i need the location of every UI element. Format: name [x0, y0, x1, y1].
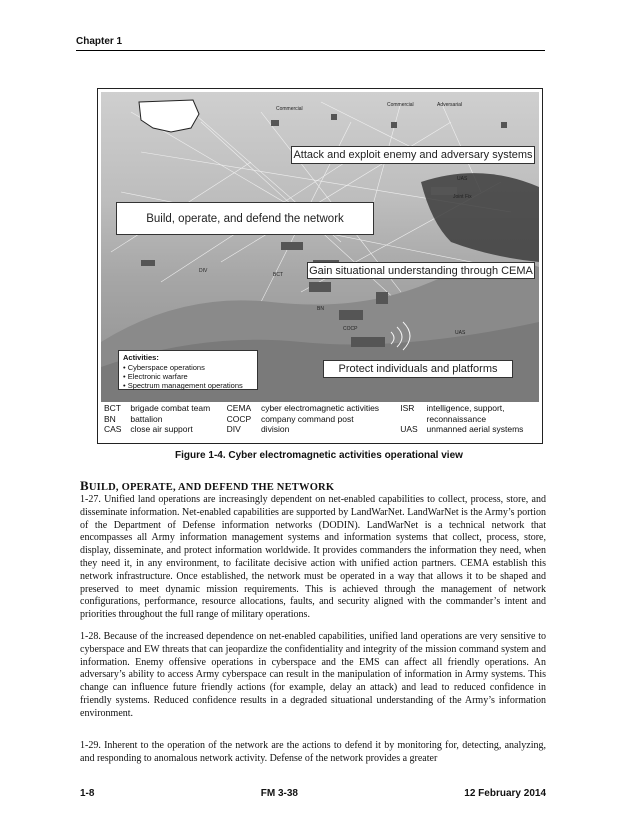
legend-row: [101, 424, 539, 435]
chapter-header: Chapter 1: [76, 36, 545, 51]
callout-build: Build, operate, and defend the network: [116, 202, 374, 235]
legend-def: unmanned aerial systems: [426, 424, 524, 434]
callout-attack: Attack and exploit enemy and adversary systems: [291, 146, 535, 164]
paragraph-1-28: 1-28. Because of the increased dependence on net-enabled capabilities, unified land operations are very sensitive to cyberspace and EW threats that can jeopardize the confidentiality and integrity of the mission command system and information. Enemy offensive operations in cyberspace and the EMS can affect all friendly operations. An adversary’s ability to access Army cyberspace can result in the manipulation of information in Army systems. This change can influence future friendly actions (for example, delay an attack) and lead to reduced confidence in friendly systems. Reduced confidence results in a degraded situational understanding of the Army’s information environment.: [80, 631, 546, 719]
figure-1-4: [97, 88, 543, 444]
section-heading-initial: B: [80, 478, 89, 493]
label-uas-top: UAS: [457, 176, 468, 182]
callout-gain: Gain situational understanding through CEMA: [307, 262, 535, 279]
section-heading: [80, 478, 334, 494]
legend-abbr: DIV: [226, 424, 241, 434]
label-bn: BN: [317, 306, 324, 312]
legend-abbr: CAS: [104, 424, 122, 434]
legend-abbr: COCP: [226, 413, 252, 424]
label-commercial-right: Commercial: [387, 102, 414, 108]
activities-box: [118, 350, 258, 390]
callout-protect: Protect individuals and platforms: [323, 360, 513, 378]
label-commercial-left: Commercial: [276, 106, 303, 112]
legend-def: battalion: [130, 413, 163, 424]
page-number: 1-8: [80, 788, 95, 799]
figure-legend: [101, 403, 539, 435]
label-uas-bottom: UAS: [455, 330, 466, 336]
manual-id: FM 3-38: [260, 788, 298, 799]
legend-def: cyber electromagnetic activities: [260, 403, 380, 413]
activity-item: • Spectrum management operations: [123, 381, 243, 390]
legend-def: brigade combat team: [130, 403, 211, 413]
label-joint: Joint Fix: [453, 194, 472, 200]
activity-item: • Cyberspace operations: [123, 363, 205, 372]
legend-def: close air support: [130, 424, 193, 434]
legend-abbr: BCT: [104, 403, 121, 413]
legend-abbr: [397, 414, 423, 425]
legend-def: reconnaissance: [426, 413, 487, 424]
label-div: DIV: [199, 268, 208, 274]
label-bct: BCT: [273, 272, 283, 278]
legend-abbr: CEMA: [226, 403, 252, 413]
paragraph-1-29: 1-29. Inherent to the operation of the network are the actions to defend it by monitoring for, detecting, analyzing, and responding to anomalous network activity. Defense of the network provides a greater: [80, 740, 546, 764]
legend-def: intelligence, support,: [426, 403, 505, 413]
page-footer: [80, 788, 546, 799]
legend-row: [101, 403, 539, 414]
paragraph-1-27: 1-27. Unified land operations are increasingly dependent on net-enabled capabilities to collect, process, store, and disseminate information. Net-enabled capabilities are supported by LandWarNet. LandWarNet is the Army’s portion of the Department of Defense information networks (DODIN). LandWarNet is a technical network that encompasses all Army information management systems and information systems that collect, process, store, display, disseminate, and protect information worldwide. It provides commanders the information they need, when they need it, in any environment, to facilitate decisive action with unified action partners. CEMA establish this network infrastructure. Once established, the network must be operated in a way that allows it to be shaped and preserved to meet dynamic mission requirements. This is achieved through the management of network configurations, performance, resource allocations, faults, and security aligned with the commander’s intent and priorities throughout the full range of military operations.: [80, 494, 546, 621]
legend-def: company command post: [260, 413, 354, 424]
label-adversarial: Adversarial: [437, 102, 463, 108]
figure-caption: Figure 1-4. Cyber electromagnetic activities operational view: [175, 450, 463, 461]
operational-view-illustration: [101, 92, 539, 402]
section-heading-rest: UILD, OPERATE, AND DEFEND THE NETWORK: [88, 482, 335, 493]
activity-item: • Electronic warfare: [123, 372, 188, 381]
legend-def: division: [260, 424, 290, 434]
legend-abbr: BN: [104, 413, 116, 424]
publication-date: 12 February 2014: [464, 788, 546, 799]
legend-abbr: ISR: [400, 403, 415, 413]
legend-abbr: UAS: [400, 424, 418, 434]
legend-row: [101, 414, 539, 425]
label-cocp: COCP: [343, 326, 358, 332]
activities-title: Activities:: [123, 353, 159, 362]
